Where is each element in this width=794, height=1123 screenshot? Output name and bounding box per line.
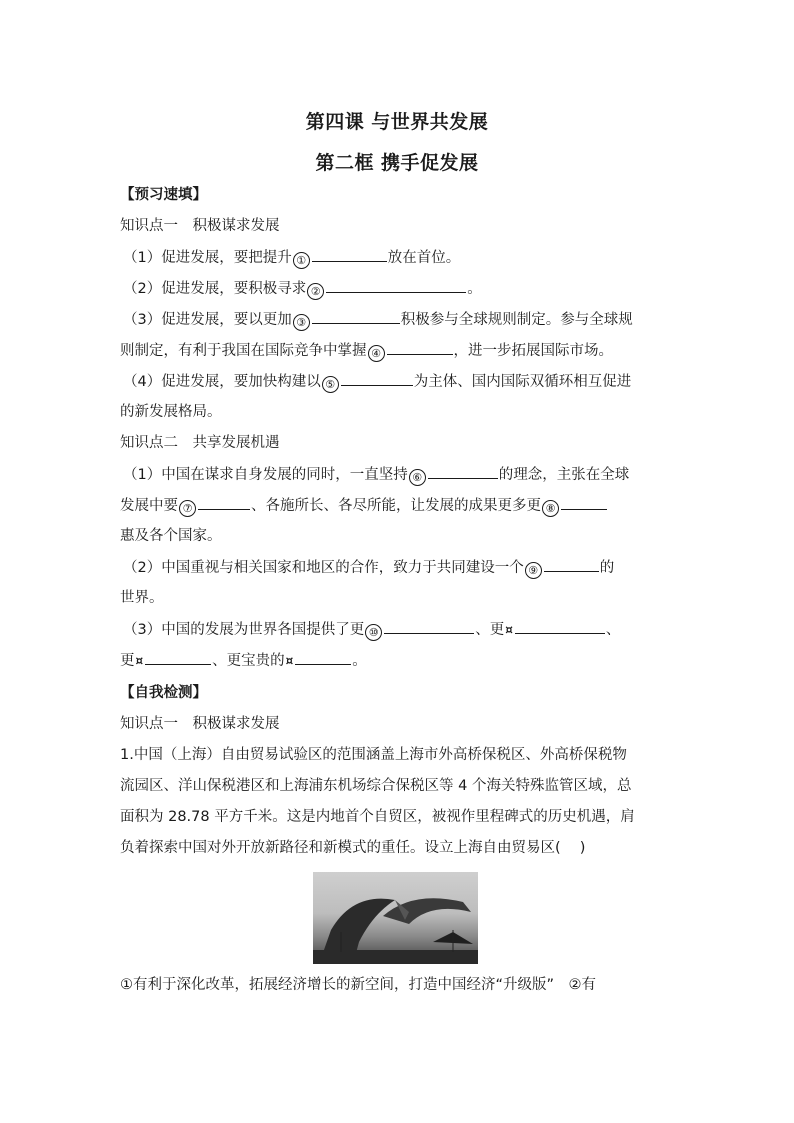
preview-q4-line2: 的新发展格局。 <box>120 404 222 420</box>
blank-number-2: ② <box>307 283 324 300</box>
blank-number-3: ③ <box>293 314 310 331</box>
q5-text-c: 发展中要 <box>120 498 178 514</box>
blank-number-6: ⑥ <box>409 469 426 486</box>
q3-text-a: （3）促进发展，要以更加 <box>123 312 292 328</box>
preview-q1 <box>123 247 683 269</box>
q7-text-f: 。 <box>352 653 367 669</box>
q4-text-a: （4）促进发展，要加快构建以 <box>123 374 321 390</box>
blank-number-7: ⑦ <box>179 500 196 517</box>
fill-blank-13[interactable] <box>295 650 351 665</box>
preview-q5-line3: 惠及各个国家。 <box>120 528 222 544</box>
question-1-options: ①有利于深化改革，拓展经济增长的新空间，打造中国经济“升级版” ②有 <box>120 977 597 993</box>
preview-q6-line2: 世界。 <box>120 590 164 606</box>
preview-q3-line2 <box>120 340 680 362</box>
fill-blank-2[interactable] <box>326 278 466 293</box>
preview-q6-line1 <box>123 557 683 579</box>
q7-text-e: 、更宝贵的 <box>212 653 285 669</box>
blank-glyph-12: ¤ <box>135 654 144 668</box>
fill-blank-4[interactable] <box>387 340 453 355</box>
preview-kp2-title: 知识点二 共享发展机遇 <box>120 435 280 451</box>
question-1-line4: 负着探索中国对外开放新路径和新模式的重任。设立上海自由贸易区( ) <box>120 840 586 856</box>
q3-text-b: 积极参与全球规则制定。参与全球规 <box>400 312 633 328</box>
blank-number-10: ⑩ <box>365 624 382 641</box>
fill-blank-11[interactable] <box>515 619 605 634</box>
q6-text-a: （2）中国重视与相关国家和地区的合作，致力于共同建设一个 <box>123 560 524 576</box>
preview-q7-line1 <box>123 619 683 641</box>
preview-q5-line1 <box>123 464 683 486</box>
q4-text-b: 为主体、国内国际双循环相互促进 <box>413 374 632 390</box>
q3-text-d: ，进一步拓展国际市场。 <box>453 343 613 359</box>
blank-glyph-11: ¤ <box>505 623 513 637</box>
q6-text-b: 的 <box>599 560 615 576</box>
q7-text-b: 、更 <box>475 622 505 638</box>
fill-blank-3[interactable] <box>312 309 400 324</box>
blank-number-4: ④ <box>368 345 385 362</box>
blank-number-8: ⑧ <box>542 500 559 517</box>
fill-blank-1[interactable] <box>312 247 387 262</box>
gateway-arch-photo <box>313 872 478 964</box>
q1-text-b: 放在首位。 <box>387 250 461 266</box>
fill-blank-8[interactable] <box>561 495 607 510</box>
q3-text-c: 则制定，有利于我国在国际竞争中掌握 <box>120 343 367 359</box>
preview-q5-line2 <box>120 495 680 517</box>
section-title: 第二框 携手促发展 <box>315 152 479 174</box>
fill-blank-7[interactable] <box>198 495 250 510</box>
q7-text-d: 更 <box>120 653 135 669</box>
question-1-line2: 流园区、洋山保税港区和上海浦东机场综合保税区等 4 个海关特殊监管区域，总 <box>120 778 632 794</box>
blank-number-1: ① <box>293 252 310 269</box>
selfcheck-kp1-title: 知识点一 积极谋求发展 <box>120 716 280 732</box>
q5-text-b: 的理念，主张在全球 <box>498 467 630 483</box>
fill-blank-10[interactable] <box>384 619 474 634</box>
blank-number-5: ⑤ <box>322 376 339 393</box>
fill-blank-12[interactable] <box>145 650 211 665</box>
fill-blank-6[interactable] <box>428 464 498 479</box>
q1-text-a: （1）促进发展，要把提升 <box>123 250 292 266</box>
blank-glyph-13: ¤ <box>285 654 294 668</box>
question-1-line3: 面积为 28.78 平方千米。这是内地首个自贸区，被视作里程碑式的历史机遇，肩 <box>120 809 635 825</box>
q5-text-d: 、各施所长、各尽所能，让发展的成果更多更 <box>251 498 541 514</box>
preview-q4-line1 <box>123 371 683 393</box>
preview-q2 <box>123 278 683 300</box>
q2-text-b: 。 <box>467 281 482 297</box>
preview-q3-line1 <box>123 309 683 331</box>
q7-text-a: （3）中国的发展为世界各国提供了更 <box>123 622 365 638</box>
preview-q7-line2 <box>120 650 680 671</box>
question-1-line1: 1.中国（上海）自由贸易试验区的范围涵盖上海市外高桥保税区、外高桥保税物 <box>120 747 627 763</box>
preview-kp1-title: 知识点一 积极谋求发展 <box>120 218 280 234</box>
fill-blank-9[interactable] <box>544 557 599 572</box>
lesson-title: 第四课 与世界共发展 <box>305 111 489 133</box>
q7-text-c: 、 <box>605 622 621 638</box>
blank-number-9: ⑨ <box>525 562 542 579</box>
q2-text-a: （2）促进发展，要积极寻求 <box>123 281 307 297</box>
fill-blank-5[interactable] <box>341 371 413 386</box>
preview-heading: 【预习速填】 <box>120 187 207 203</box>
selfcheck-heading: 【自我检测】 <box>120 685 207 701</box>
q5-text-a: （1）中国在谋求自身发展的同时，一直坚持 <box>123 467 408 483</box>
gateway-arch-illustration <box>313 872 478 964</box>
